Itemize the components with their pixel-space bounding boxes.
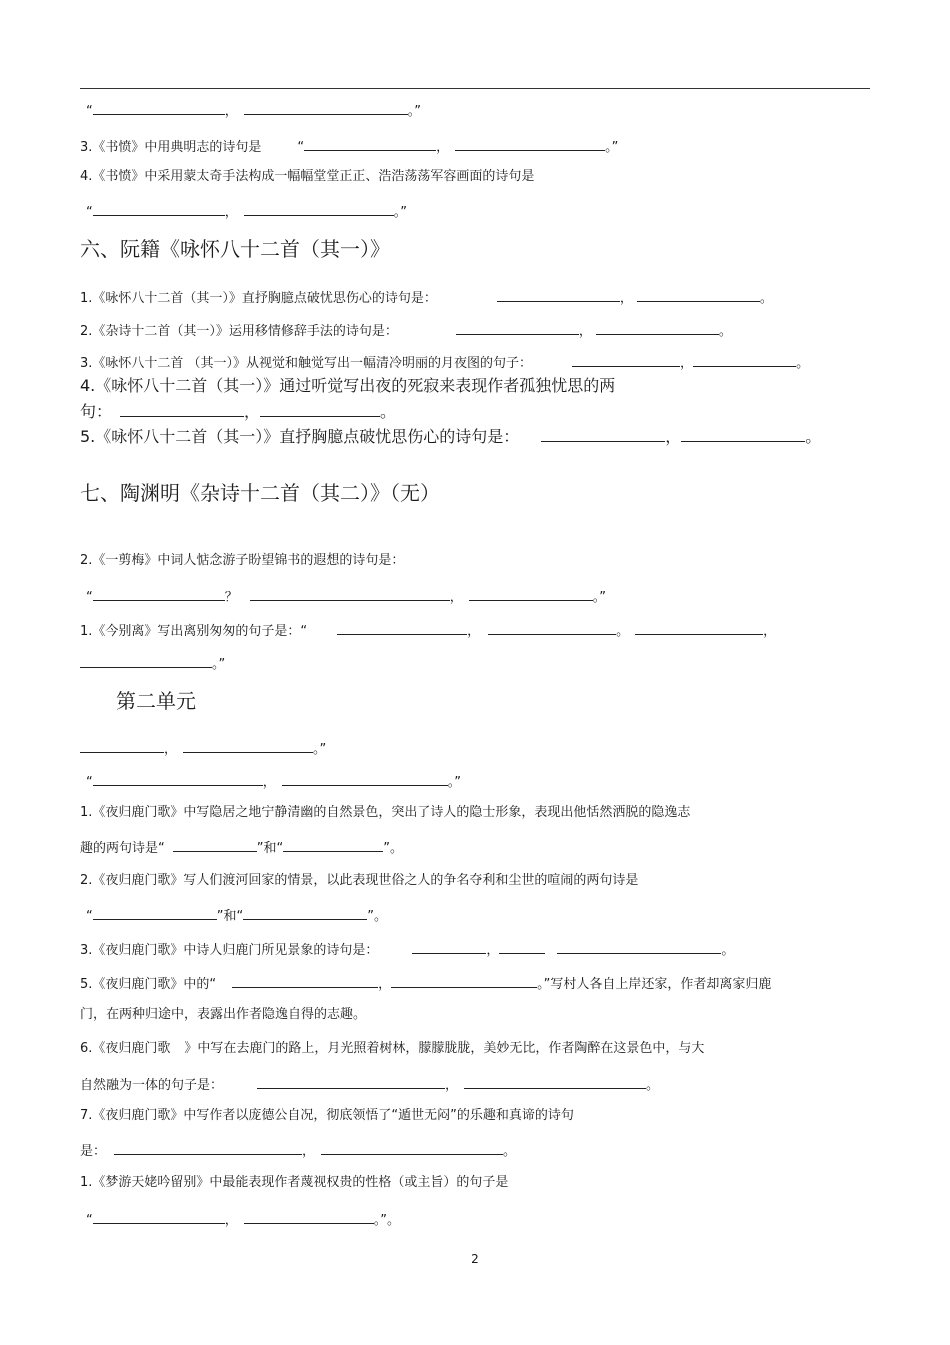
page-number: 2 — [471, 1252, 479, 1266]
question-5-yeguilumen: 5.《夜归鹿门歌》中的“ ， 。”写村人各自上岸还家，作者却离家归鹿 — [80, 973, 771, 994]
question-1-mengyou: 1.《梦游天姥吟留别》中最能表现作者蔑视权贵的性格（或主旨）的句子是 — [80, 1175, 509, 1190]
question-4-shufen: 4.《书愤》中采用蒙太奇手法构成一幅幅堂堂正正、浩浩荡荡军容画面的诗句是 — [80, 169, 535, 184]
question-1-jinbieli: 1.《今别离》写出离别匆匆的句子是：“ ， 。 ， — [80, 620, 776, 641]
unit-heading: 第二单元 — [116, 689, 196, 713]
question-5-yonghuai: 5.《咏怀八十二首（其一）》直抒胸臆点破忧思伤心的诗句是： ， 。 — [80, 427, 822, 446]
answer-line: “ ？ ， 。” — [86, 586, 606, 607]
question-3-yeguilumen: 3.《夜归鹿门歌》中诗人归鹿门所见景象的诗句是： ， 。 — [80, 939, 734, 960]
question-3-yonghuai: 3.《咏怀八十二首 （其一）》从视觉和触觉写出一幅清冷明丽的月夜图的句子： ， 。 — [80, 352, 809, 373]
question-2-yeguilumen: 2.《夜归鹿门歌》写人们渡河回家的情景，以此表现世俗之人的争名夺利和尘世的喧闹的两句诗是 — [80, 873, 639, 888]
answer-line: 趣的两句诗是“ ”和“ ”。 — [80, 837, 403, 858]
answer-line: 是： ， 。 — [80, 1140, 516, 1161]
answer-line: 。” — [80, 653, 225, 674]
text-line: 门，在两种归途中，表露出作者隐逸自得的志趣。 — [80, 1007, 367, 1022]
question-1-yonghuai: 1.《咏怀八十二首（其一）》直抒胸臆点破忧思伤心的诗句是： ， 。 — [80, 287, 773, 308]
answer-line: “ ， 。”。 — [86, 1209, 400, 1230]
answer-line: “ ”和“ ”。 — [86, 905, 387, 926]
answer-line: ， 。” — [80, 738, 326, 759]
section-heading-7: 七、陶渊明《杂诗十二首（其二）》（无） — [80, 481, 440, 505]
question-1-yeguilumen: 1.《夜归鹿门歌》中写隐居之地宁静清幽的自然景色，突出了诗人的隐士形象，表现出他恬然洒脱的隐逸志 — [80, 805, 691, 820]
answer-line: 自然融为一体的句子是： ， 。 — [80, 1074, 659, 1095]
question-2-zashi: 2.《杂诗十二首（其一）》运用移情修辞手法的诗句是： ， 。 — [80, 320, 732, 341]
section-heading-6: 六、阮籍《咏怀八十二首（其一）》 — [80, 237, 390, 261]
answer-line: “ ， 。” — [86, 201, 407, 222]
header-rule — [80, 88, 870, 89]
question-2-yijianmei: 2.《一剪梅》中词人惦念游子盼望锦书的遐想的诗句是： — [80, 553, 405, 568]
answer-line: “ ， 。” — [86, 771, 461, 792]
answer-line: 句： ， 。 — [80, 402, 397, 421]
question-7-yeguilumen: 7.《夜归鹿门歌》中写作者以庞德公自况，彻底领悟了“遁世无闷”的乐趣和真谛的诗句 — [80, 1108, 574, 1123]
question-4-yonghuai: 4.《咏怀八十二首（其一）》通过听觉写出夜的死寂来表现作者孤独忧思的两 — [80, 376, 616, 395]
question-3-shufen: 3.《书愤》中用典明志的诗句是 “ ， 。” — [80, 136, 618, 157]
question-6-yeguilumen: 6.《夜归鹿门歌 》中写在去鹿门的路上，月光照着树林，朦朦胧胧，美妙无比，作者陶醉在这景色中，与大 — [80, 1041, 705, 1056]
answer-line: “ ， 。” — [86, 100, 421, 121]
